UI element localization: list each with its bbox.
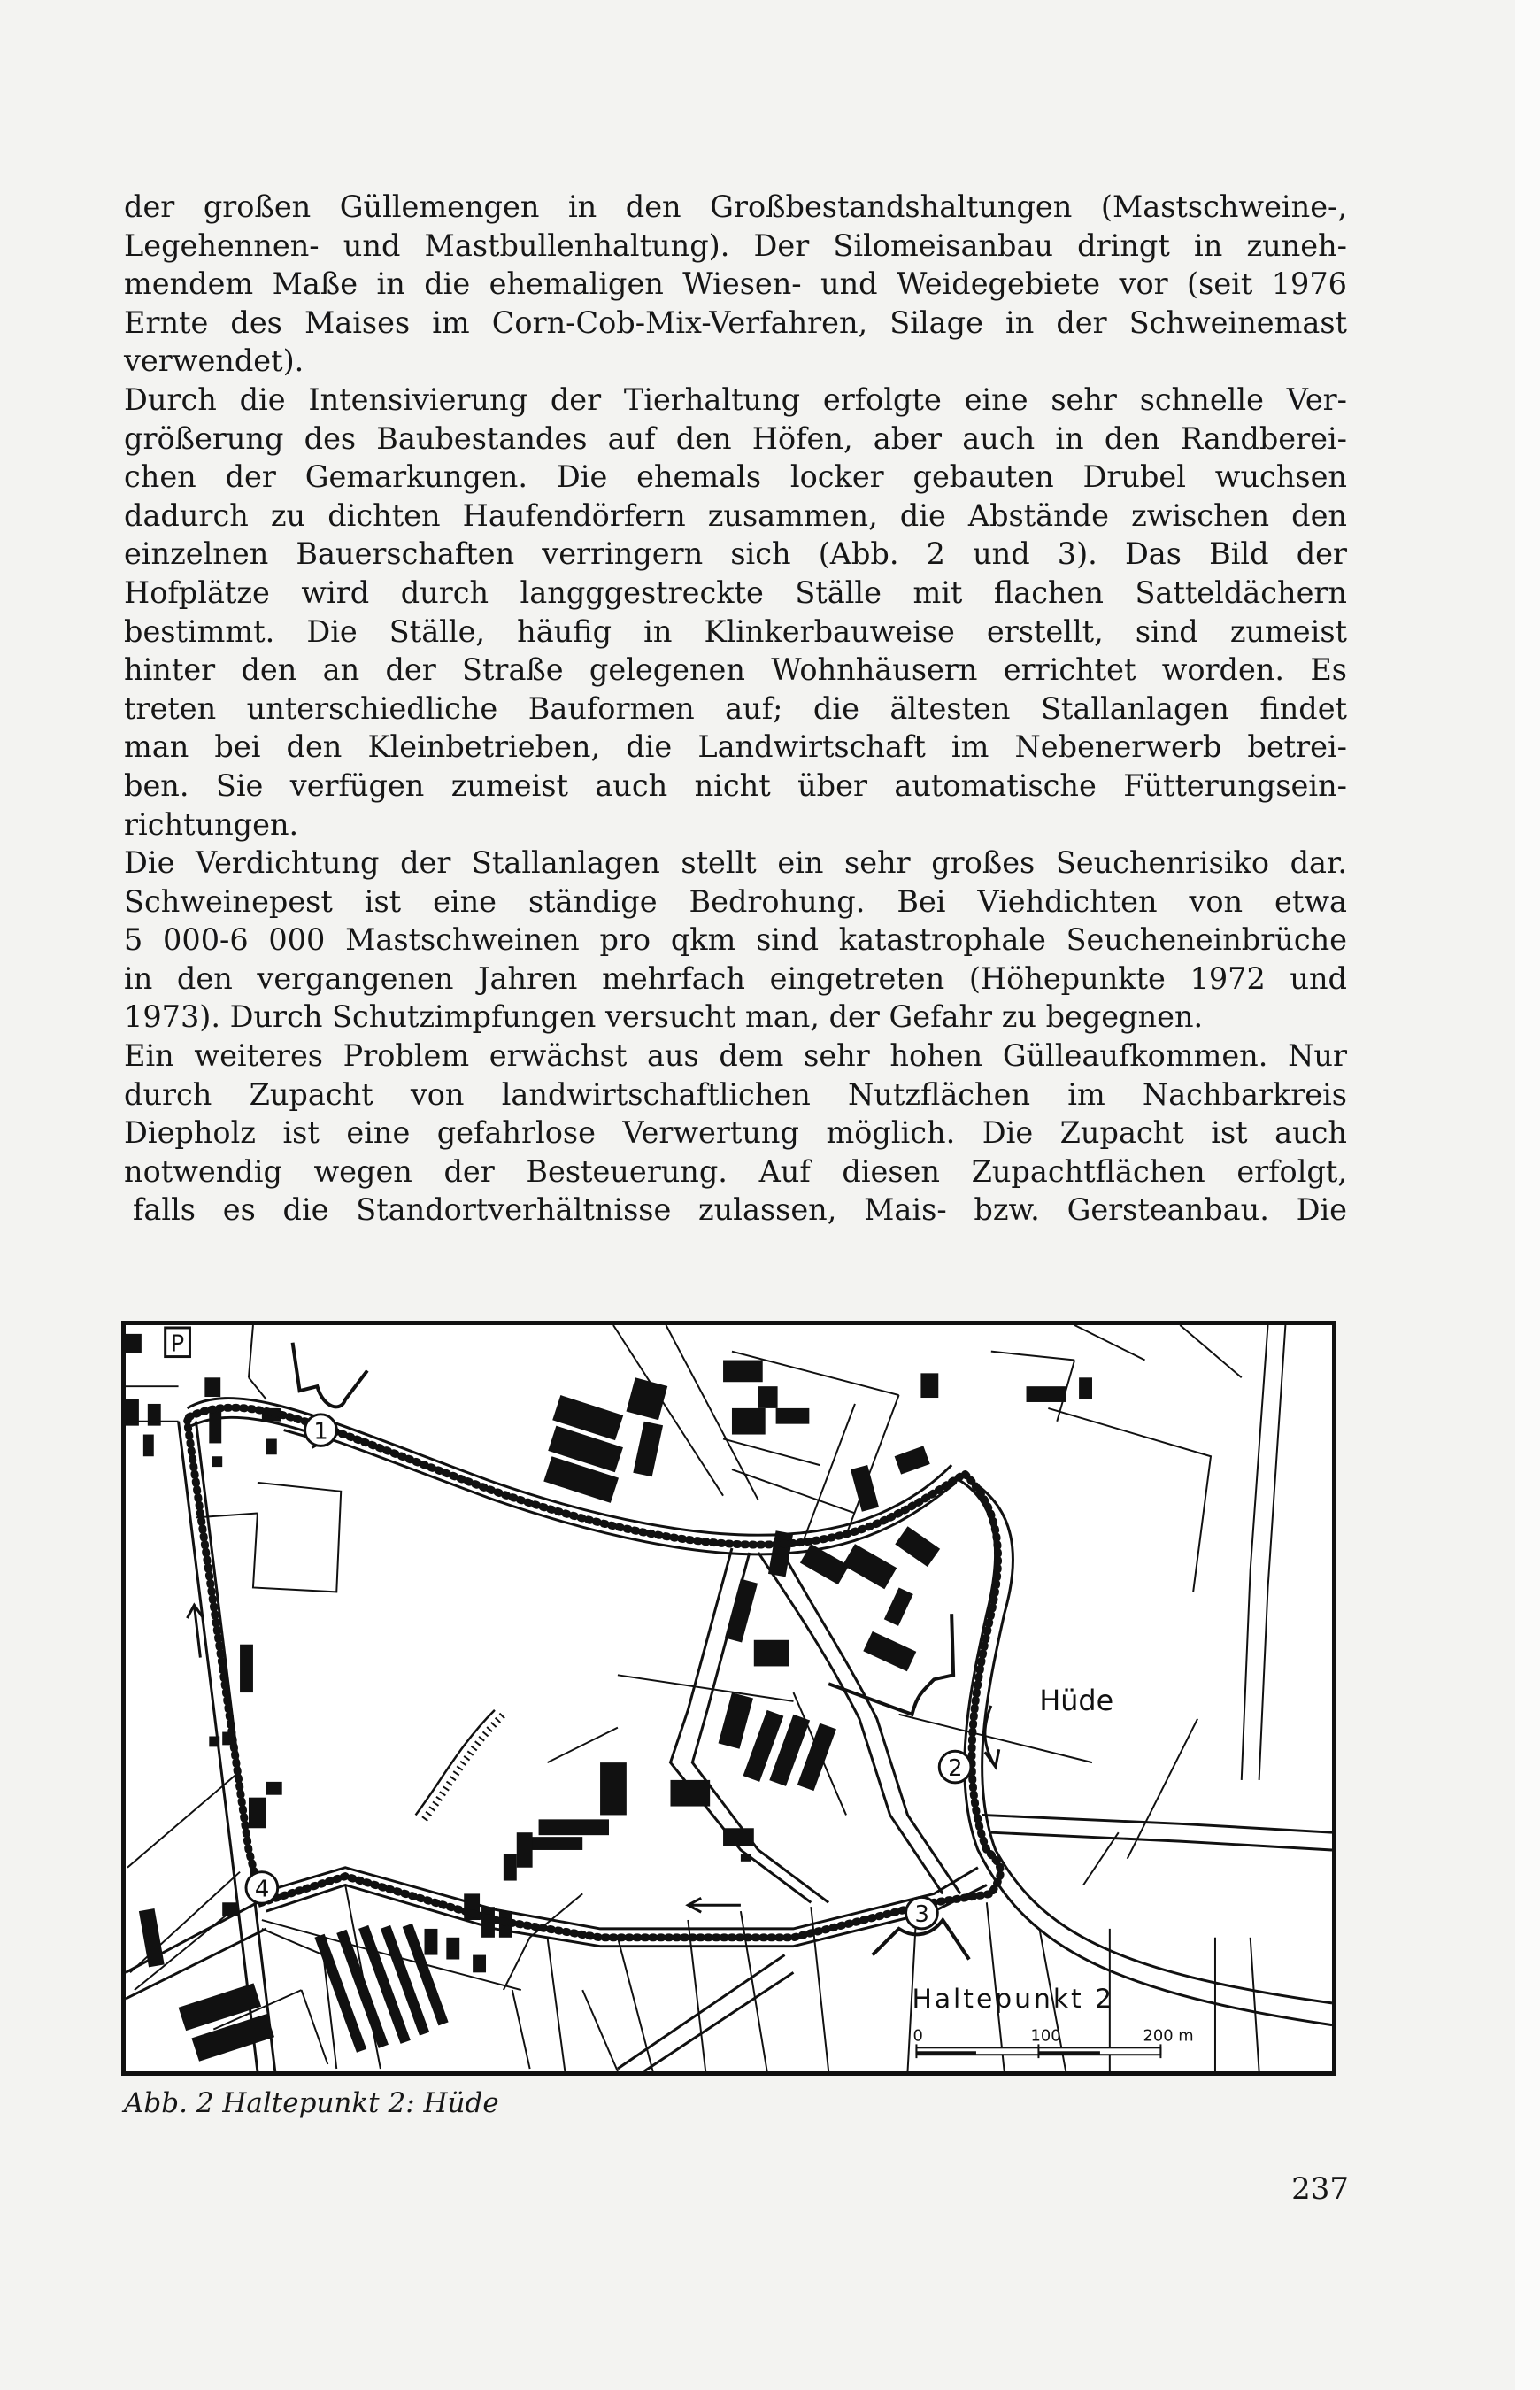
svg-text:0: 0 [912, 2026, 923, 2046]
text-line: größerung des Baubestandes auf den Höfen, aber auch in den Randberei- [124, 420, 1347, 456]
page-edge [1515, 0, 1540, 2390]
text-line: 1973). Durch Schutzimpfungen versucht man, der Gefahr zu begegnen. [124, 999, 1204, 1035]
svg-text:1: 1 [313, 1418, 328, 1446]
text-line: Diepholz ist eine gefahrlose Verwertung möglich. Die Zupacht ist auch [124, 1115, 1347, 1151]
text-line: 5 000-6 000 Mastschweinen pro qkm sind katastrophale Seucheneinbrüche [124, 922, 1347, 958]
page-number: 237 [1291, 2171, 1349, 2207]
text-line: in den vergangenen Jahren mehrfach eingetreten (Höhepunkte 1972 und [124, 960, 1347, 996]
text-line: hinter den an der Straße gelegenen Wohnhäusern errichtet worden. Es [124, 652, 1347, 688]
svg-text:3: 3 [914, 1901, 929, 1928]
text-line: chen der Gemarkungen. Die ehemals locker gebauten Drubel wuchsen [124, 459, 1347, 495]
route-arrow-icon [187, 1605, 202, 1657]
scale-bar [912, 2026, 1193, 2058]
svg-text:2: 2 [948, 1755, 963, 1782]
text-line: treten unterschiedliche Bauformen auf; die ältesten Stallanlagen findet [124, 690, 1347, 726]
text-line: man bei den Kleinbetrieben, die Landwirtschaft im Nebenerwerb betrei- [124, 729, 1347, 765]
text-line: Schweinepest ist eine ständige Bedrohung. Bei Viehdichten von etwa [124, 883, 1347, 919]
text-line: Durch die Intensivierung der Tierhaltung erfolgte eine sehr schnelle Ver- [124, 382, 1347, 417]
map-title-label: Haltepunkt 2 [912, 1983, 1115, 2015]
text-line: bestimmt. Die Ställe, häufig in Klinkerbauweise erstellt, sind zumeist [124, 613, 1347, 649]
text-line: Ernte des Maises im Corn-Cob-Mix-Verfahren, Silage in der Schweinemast [124, 305, 1347, 340]
text-line: richtungen. [124, 806, 299, 842]
text-line: mendem Maße in die ehemaligen Wiesen- und Weidegebiete vor (seit 1976 [124, 266, 1347, 302]
text-line: falls es die Standortverhältnisse zulassen, Mais- bzw. Gersteanbau. Die [133, 1192, 1347, 1228]
stop-marker-icon [246, 1872, 278, 1904]
figure-caption: Abb. 2 Haltepunkt 2: Hüde [124, 2087, 499, 2119]
text-line: notwendig wegen der Besteuerung. Auf diesen Zupachtflächen erfolgt, [124, 1153, 1347, 1189]
embankment [416, 1710, 504, 1820]
text-line: ben. Sie verfügen zumeist auch nicht über automatische Fütterungsein- [124, 767, 1347, 803]
parking-sign-icon [166, 1328, 190, 1358]
text-line: durch Zupacht von landwirtschaftlichen Nutzflächen im Nachbarkreis [124, 1076, 1347, 1112]
svg-text:4: 4 [254, 1876, 270, 1903]
map-figure [121, 1321, 1336, 2076]
text-line: der großen Güllemengen in den Großbestandshaltungen (Mastschweine-, [124, 189, 1347, 224]
text-line: verwendet). [124, 343, 304, 379]
body-text [124, 188, 1347, 1230]
text-line: dadurch zu dichten Haufendörfern zusammen, die Abstände zwischen den [124, 497, 1347, 533]
text-line: Legehennen- und Mastbullenhaltung). Der Silomeisanbau dringt in zuneh- [124, 227, 1347, 263]
text-line: Die Verdichtung der Stallanlagen stellt ein sehr großes Seuchenrisiko dar. [124, 845, 1347, 881]
route-arrow-icon [688, 1898, 741, 1912]
text-line: Hofplätze wird durch langggestreckte Ställe mit flachen Satteldächern [124, 574, 1347, 610]
buildings [126, 1334, 1092, 2062]
place-label: Hüde [1039, 1685, 1114, 1717]
svg-text:200 m: 200 m [1143, 2026, 1194, 2046]
svg-text:100: 100 [1030, 2026, 1061, 2046]
map-drawing [126, 1325, 1332, 2071]
text-line: einzelnen Bauerschaften verringern sich (Abb. 2 und 3). Das Bild der [124, 536, 1347, 572]
svg-text:P: P [170, 1330, 185, 1358]
text-line: Ein weiteres Problem erwächst aus dem sehr hohen Gülleaufkommen. Nur [124, 1038, 1347, 1074]
